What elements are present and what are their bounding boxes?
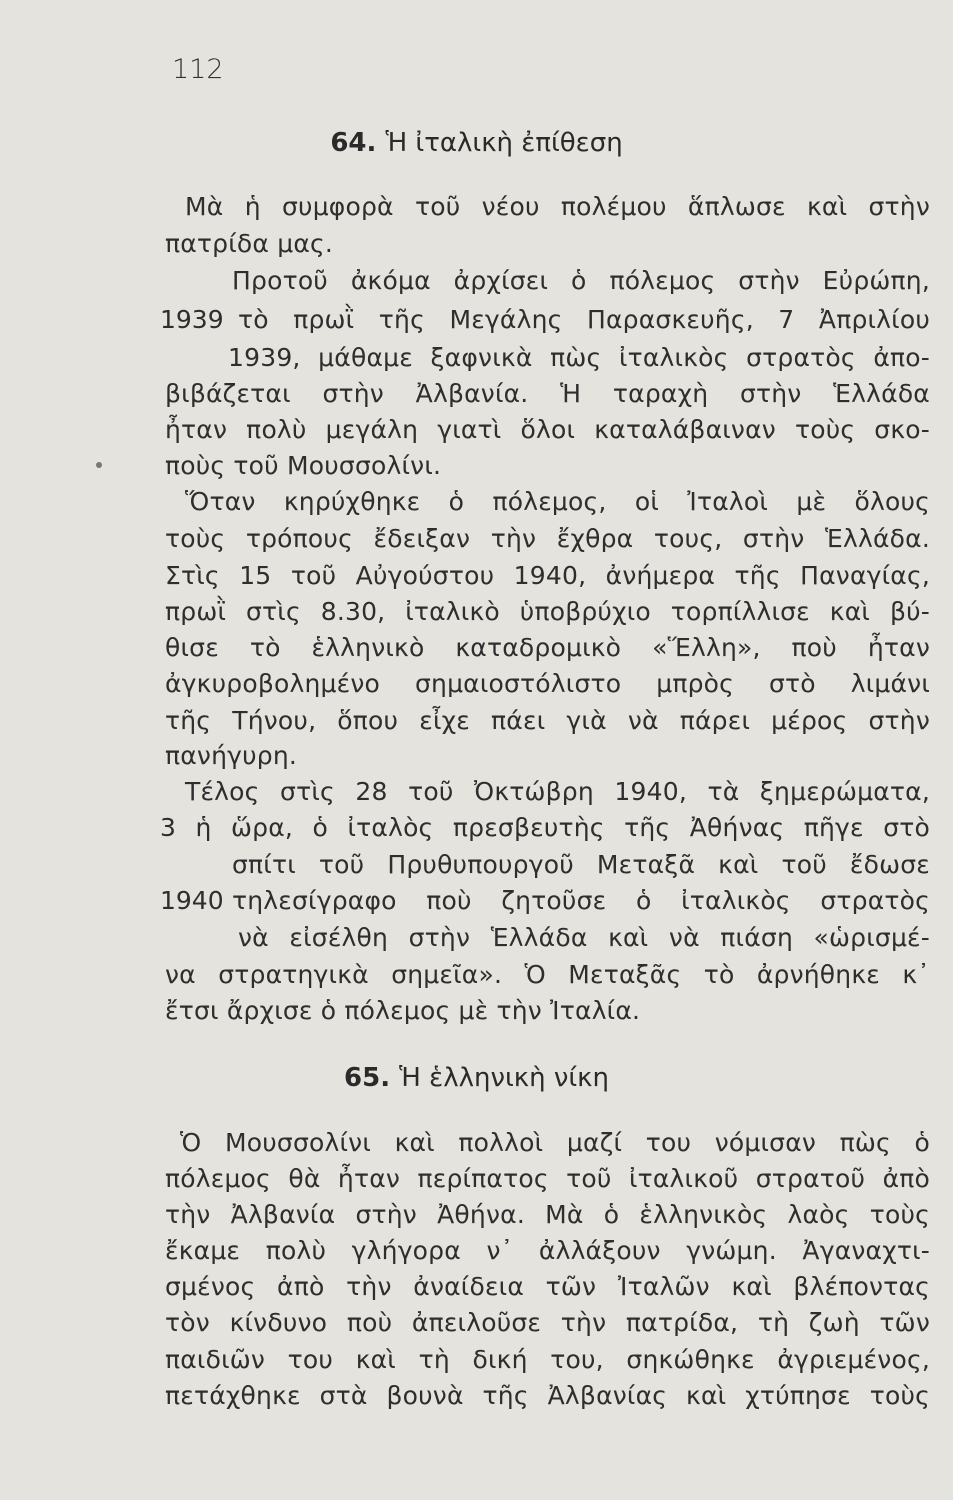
text-line: να στρατηγικὰ σημεῖα». Ὁ Μεταξᾶς τὸ ἀρνήθηκε κ᾽	[165, 960, 930, 989]
text-line: πανήγυρη.	[165, 741, 298, 770]
text-line: πόλεμος θὰ ἦταν περίπατος τοῦ ἰταλικοῦ στρατοῦ ἀπὸ	[165, 1164, 930, 1193]
text-line: Προτοῦ ἀκόμα ἀρχίσει ὁ πόλεμος στὴν Εὐρώπη,	[232, 266, 930, 295]
text-line: βιβάζεται στὴν Ἀλβανία. Ἡ ταραχὴ στὴν Ἑλλάδα	[165, 379, 930, 408]
text-line: Στὶς 15 τοῦ Αὐγούστου 1940, ἀνήμερα τῆς Παναγίας,	[165, 561, 930, 590]
margin-year: 1940	[160, 886, 224, 915]
text-line: 1939, μάθαμε ξαφνικὰ πὼς ἰταλικὸς στρατὸς ἀπο-	[228, 343, 930, 372]
text-line: σμένος ἀπὸ τὴν ἀναίδεια τῶν Ἰταλῶν καὶ βλέποντας	[165, 1272, 930, 1301]
text-line: τηλεσίγραφο ποὺ ζητοῦσε ὁ ἰταλικὸς στρατὸς	[232, 886, 930, 915]
text-line: τῆς Τήνου, ὅπου εἶχε πάει γιὰ νὰ πάρει μέρος στὴν	[165, 706, 930, 735]
text-line: τὸ πρωῒ τῆς Μεγάλης Παρασκευῆς, 7 Ἀπριλίου	[238, 305, 930, 334]
text-line: πετάχθηκε στὰ βουνὰ τῆς Ἀλβανίας καὶ χτύπησε τοὺς	[165, 1381, 930, 1410]
text-line: Μὰ ἡ συμφορὰ τοῦ νέου πολέμου ἅπλωσε καὶ στὴν	[185, 192, 930, 221]
text-line: Τέλος στὶς 28 τοῦ Ὀκτώβρη 1940, τὰ ξημερώματα,	[185, 777, 930, 806]
text-line: τοὺς τρόπους ἔδειξαν τὴν ἔχθρα τους, στὴν Ἑλλάδα.	[165, 524, 930, 553]
text-line: νὰ εἰσέλθη στὴν Ἑλλάδα καὶ νὰ πιάση «ὡρισμέ-	[238, 923, 930, 952]
text-line: ἔτσι ἄρχισε ὁ πόλεμος μὲ τὴν Ἰταλία.	[165, 996, 641, 1025]
text-line: ἦταν πολὺ μεγάλη γιατὶ ὅλοι καταλάβαιναν τοὺς σκο-	[165, 415, 930, 444]
margin-year: 1939	[160, 305, 224, 334]
text-line: θισε τὸ ἑλληνικὸ καταδρομικὸ «Ἕλλη», ποὺ ἦταν	[165, 633, 930, 662]
text-line: παιδιῶν του καὶ τὴ δική του, σηκώθηκε ἀγριεμένος,	[165, 1345, 930, 1374]
text-line: ἀγκυροβολημένο σημαιοστόλιστο μπρὸς στὸ λιμάνι	[165, 669, 930, 698]
text-line: πατρίδα μας.	[165, 229, 334, 258]
page-number: 112	[172, 54, 224, 85]
section-number: 64.	[330, 128, 377, 158]
text-line: σπίτι τοῦ Πρυθυπουργοῦ Μεταξᾶ καὶ τοῦ ἔδωσε	[232, 850, 930, 879]
text-line: Ὅταν κηρύχθηκε ὁ πόλεμος, οἱ Ἰταλοὶ μὲ ὅλους	[185, 487, 930, 516]
section-title: Ἡ ἑλληνικὴ νίκη	[399, 1063, 609, 1093]
section-heading-65	[0, 1063, 953, 1093]
text-line: ποὺς τοῦ Μουσσολίνι.	[165, 451, 442, 480]
text-line: Ὁ Μουσσολίνι καὶ πολλοὶ μαζί του νόμισαν πὼς ὁ	[180, 1128, 930, 1157]
section-heading-64	[0, 128, 953, 158]
section-title: Ἡ ἰταλικὴ ἐπίθεση	[385, 128, 623, 158]
text-line: 3 ἡ ὥρα, ὁ ἰταλὸς πρεσβευτὴς τῆς Ἀθήνας πῆγε στὸ	[160, 813, 930, 842]
ink-speck	[96, 462, 102, 468]
text-line: τὸν κίνδυνο ποὺ ἀπειλοῦσε τὴν πατρίδα, τὴ ζωὴ τῶν	[165, 1308, 930, 1337]
text-line: ἔκαμε πολὺ γλήγορα ν᾽ ἀλλάξουν γνώμη. Ἀγαναχτι-	[165, 1236, 930, 1265]
text-line: πρωῒ στὶς 8.30, ἰταλικὸ ὑποβρύχιο τορπίλλισε καὶ βύ-	[165, 597, 930, 626]
text-line: τὴν Ἀλβανία στὴν Ἀθήνα. Μὰ ὁ ἑλληνικὸς λαὸς τοὺς	[165, 1200, 930, 1229]
section-number: 65.	[344, 1063, 391, 1093]
